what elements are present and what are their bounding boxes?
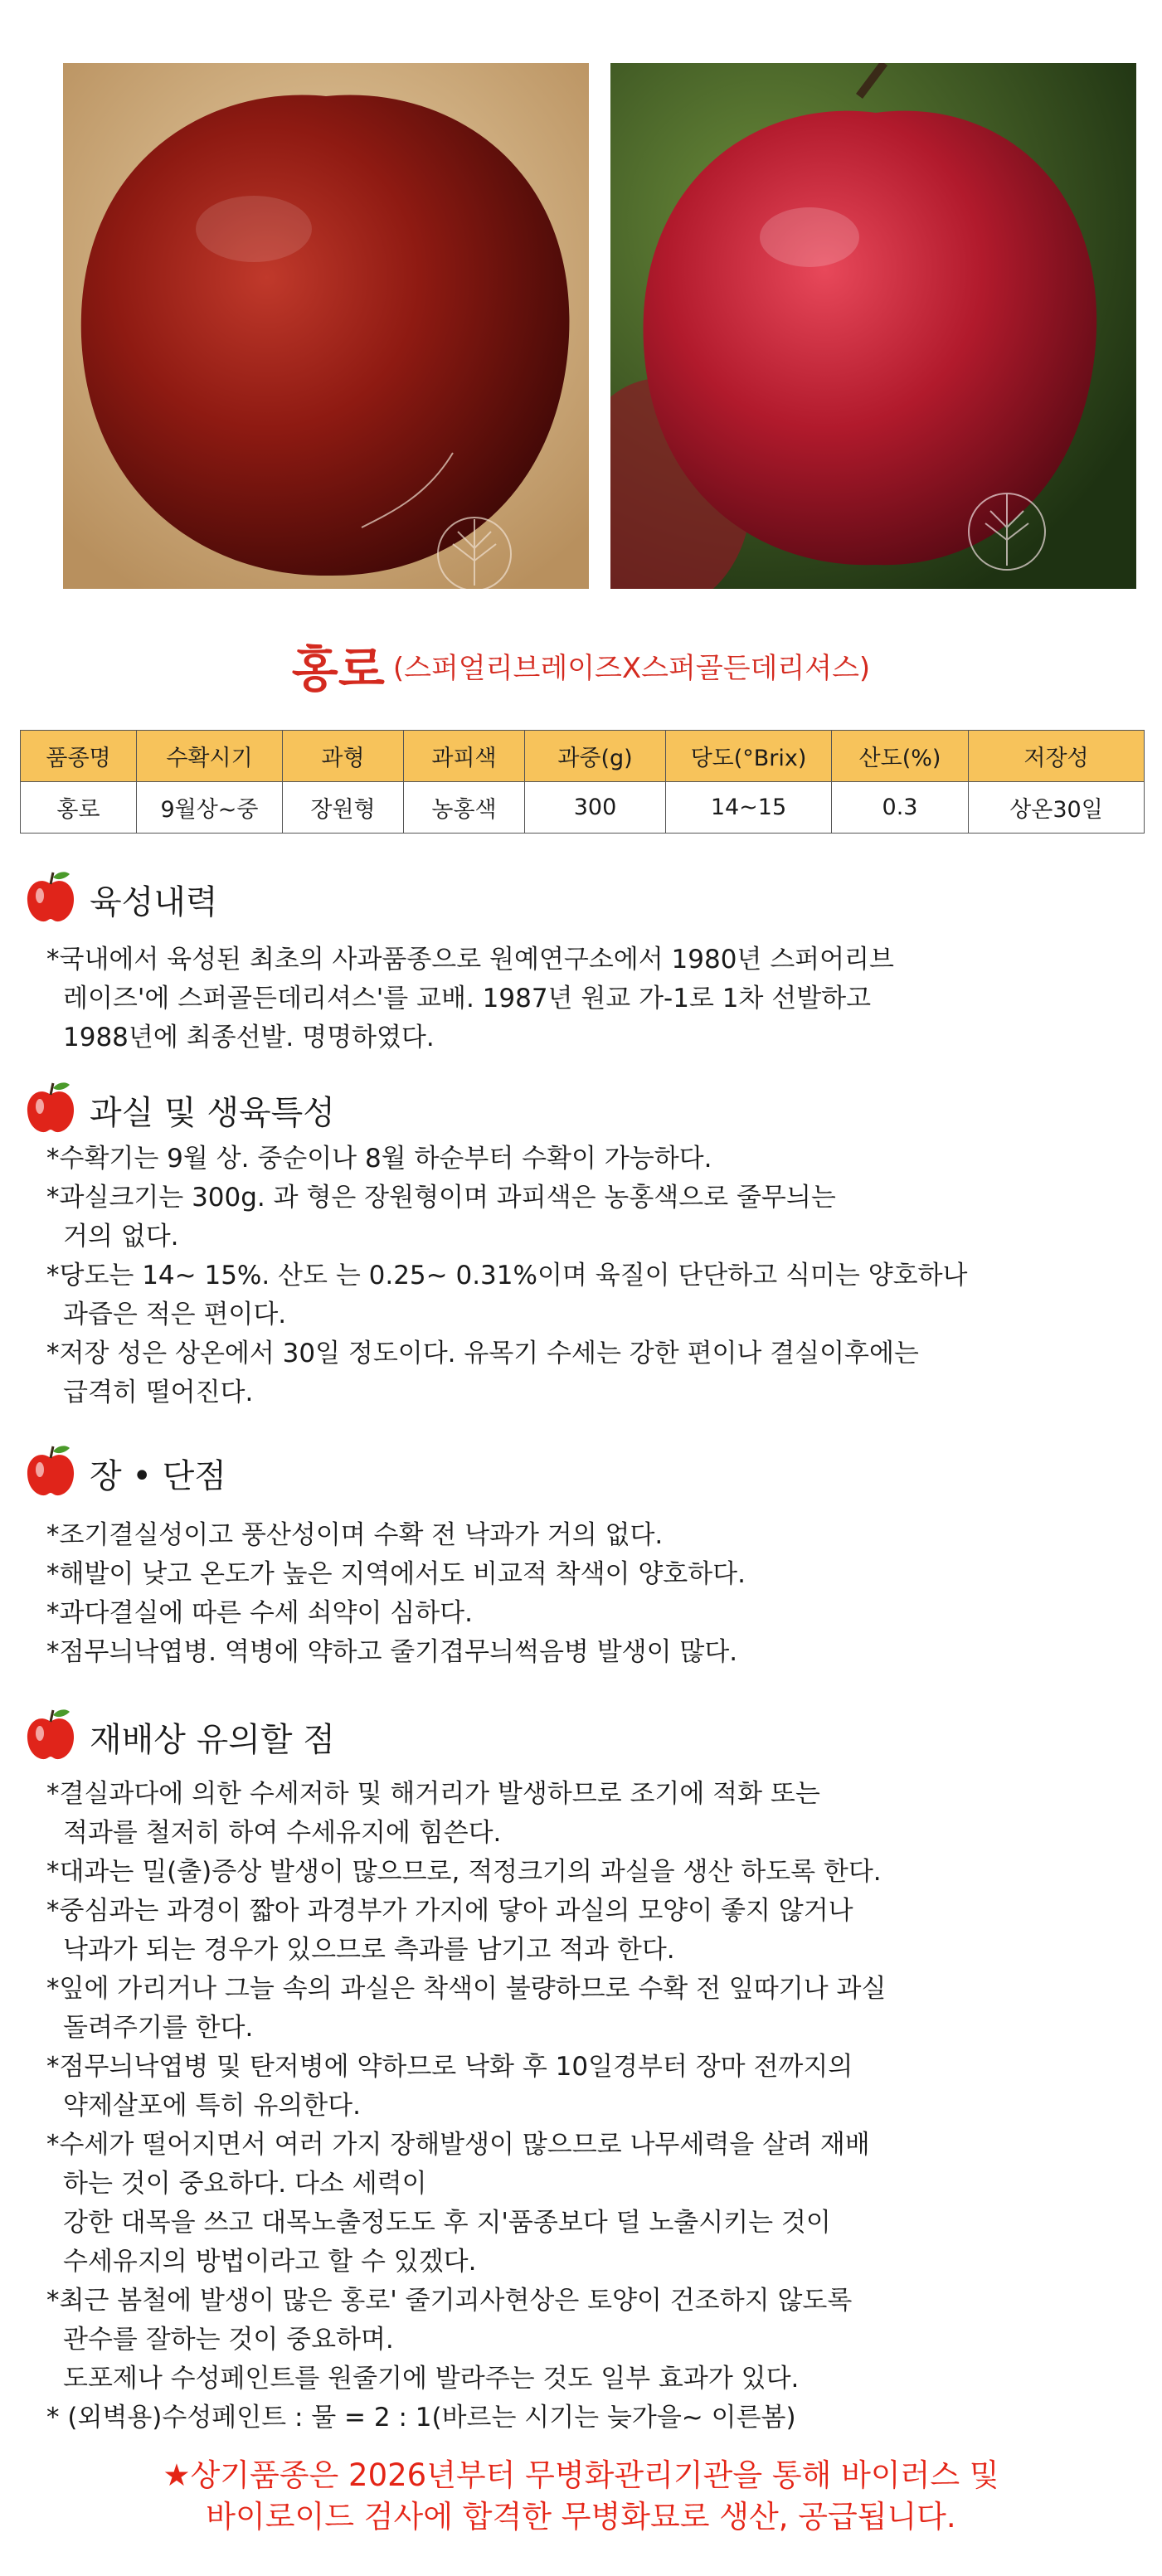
text-line: *당도는 14~ 15%. 산도 는 0.25~ 0.31%이며 육질이 단단하고 식미는 양호하나: [46, 1261, 968, 1290]
text-line: 낙과가 되는 경우가 있으므로 측과를 남기고 적과 한다.: [63, 1935, 675, 1965]
text-line: 약제살포에 특히 유의한다.: [63, 2091, 361, 2121]
text-line: *수세가 떨어지면서 여러 가지 장해발생이 많으므로 나무세력을 살려 재배: [46, 2130, 870, 2160]
spec-header-cell: 과피색: [404, 731, 525, 782]
text-line: * (외벽용)수성페인트 : 물 = 2 : 1(바르는 시기는 늦가을~ 이른봄): [46, 2403, 796, 2433]
text-line: 레이즈'에 스퍼골든데리셔스'를 교배. 1987년 원교 가-1로 1차 선발하고: [63, 984, 872, 1013]
text-line: *해발이 낮고 온도가 높은 지역에서도 비교적 착색이 양호하다.: [46, 1559, 746, 1589]
text-line: 관수를 잘하는 것이 중요하며.: [63, 2325, 394, 2355]
spec-cell: 300: [525, 782, 666, 834]
section-pros-cons: [0, 1443, 1162, 1667]
apple-icon: [25, 1707, 76, 1762]
apple-image-left: [63, 63, 589, 589]
notice-line: ★상기품종은 2026년부터 무병화관리기관을 통해 바이러스 및: [163, 2457, 999, 2493]
section-header: [0, 1080, 1162, 1138]
spec-header-cell: 당도(°Brix): [666, 731, 832, 782]
spec-header-cell: 수확시기: [137, 731, 283, 782]
variety-parentage: (스퍼얼리브레이즈X스퍼골든데리셔스): [392, 651, 871, 685]
text-line: 하는 것이 중요하다. 다소 세력이: [63, 2169, 427, 2199]
spec-cell: 9월상~중: [137, 782, 283, 834]
text-line: 거의 없다.: [63, 1222, 179, 1252]
variety-name: 홍로: [291, 641, 385, 697]
apple-photos: [63, 63, 1110, 589]
section-breeding-history: [0, 869, 1162, 1052]
section-title: 장 • 단점: [90, 1457, 226, 1495]
section-body: [46, 1140, 1141, 1412]
spec-cell: 14~15: [666, 782, 832, 834]
spec-header-cell: 저장성: [969, 731, 1145, 782]
apple-icon: [25, 1080, 76, 1135]
section-body: [46, 1775, 1141, 2437]
text-line: *최근 봄철에 발생이 많은 홍로' 줄기괴사현상은 토양이 건조하지 않도록: [46, 2286, 853, 2316]
apple-image-right: [610, 63, 1136, 589]
text-line: *점무늬낙엽병. 역병에 약하고 줄기겹무늬썩음병 발생이 많다.: [46, 1637, 738, 1667]
section-cultivation-notes: [0, 1707, 1162, 2433]
text-line: *점무늬낙엽병 및 탄저병에 약하므로 낙화 후 10일경부터 장마 전까지의: [46, 2052, 853, 2082]
text-line: 도포제나 수성페인트를 원줄기에 발라주는 것도 일부 효과가 있다.: [63, 2364, 800, 2394]
apple-photo-orchard: [610, 63, 1136, 589]
spec-header-cell: 과중(g): [525, 731, 666, 782]
text-line: *조기결실성이고 풍산성이며 수확 전 낙과가 거의 없다.: [46, 1520, 664, 1550]
text-line: 과즙은 적은 편이다.: [63, 1300, 287, 1329]
spec-cell: 농홍색: [404, 782, 525, 834]
apple-icon: [25, 869, 76, 924]
spec-data-row: [21, 782, 1145, 834]
section-header: [0, 1443, 1162, 1501]
text-line: *과다결실에 따른 수세 쇠약이 심하다.: [46, 1598, 473, 1628]
text-line: *대과는 밀(출)증상 발생이 많으므로, 적정크기의 과실을 생산 하도록 한다.: [46, 1857, 882, 1887]
text-line: *저장 성은 상온에서 30일 정도이다. 유목기 수세는 강한 편이나 결실이후에는: [46, 1339, 919, 1368]
spec-header-cell: 산도(%): [832, 731, 969, 782]
text-line: *잎에 가리거나 그늘 속의 과실은 착색이 불량하므로 수확 전 잎따기나 과실: [46, 1974, 887, 2004]
spec-cell: 홍로: [21, 782, 137, 834]
text-line: 수세유지의 방법이라고 할 수 있겠다.: [63, 2247, 477, 2277]
spec-cell: 상온30일: [969, 782, 1145, 834]
notice-line: 바이로이드 검사에 합격한 무병화묘로 생산, 공급됩니다.: [206, 2499, 956, 2535]
text-line: *수확기는 9월 상. 중순이나 8월 하순부터 수확이 가능하다.: [46, 1144, 712, 1174]
variety-title: [0, 630, 1162, 700]
spec-cell: 장원형: [283, 782, 404, 834]
text-line: 1988년에 최종선발. 명명하였다.: [63, 1023, 435, 1052]
section-title: 재배상 유의할 점: [90, 1721, 335, 1759]
text-line: *중심과는 과경이 짧아 과경부가 가지에 닿아 과실의 모양이 좋지 않거나: [46, 1896, 853, 1926]
section-header: [0, 1707, 1162, 1765]
disease-free-notice: [0, 2455, 1162, 2538]
spec-table: [20, 730, 1145, 834]
section-body: [46, 1516, 1141, 1672]
section-title: 과실 및 생육특성: [90, 1094, 335, 1132]
apple-icon: [25, 1443, 76, 1498]
section-header: [0, 869, 1162, 927]
spec-header-row: [21, 731, 1145, 782]
apple-photo-studio: [63, 63, 589, 589]
text-line: 돌려주기를 한다.: [63, 2013, 254, 2043]
text-line: *국내에서 육성된 최초의 사과품종으로 원예연구소에서 1980년 스퍼어리브: [46, 945, 894, 975]
text-line: 강한 대목을 쓰고 대목노출정도도 후 지'품종보다 덜 노출시키는 것이: [63, 2208, 831, 2238]
text-line: *결실과다에 의한 수세저하 및 해거리가 발생하므로 조기에 적화 또는: [46, 1779, 820, 1809]
spec-header-cell: 품종명: [21, 731, 137, 782]
text-line: *과실크기는 300g. 과 형은 장원형이며 과피색은 농홍색으로 줄무늬는: [46, 1183, 836, 1213]
text-line: 급격히 떨어진다.: [63, 1378, 254, 1407]
spec-cell: 0.3: [832, 782, 969, 834]
section-body: [46, 940, 1141, 1057]
spec-header-cell: 과형: [283, 731, 404, 782]
section-title: 육성내력: [90, 883, 218, 921]
text-line: 적과를 철저히 하여 수세유지에 힘쓴다.: [63, 1818, 502, 1848]
section-fruit-traits: [0, 1080, 1162, 1407]
